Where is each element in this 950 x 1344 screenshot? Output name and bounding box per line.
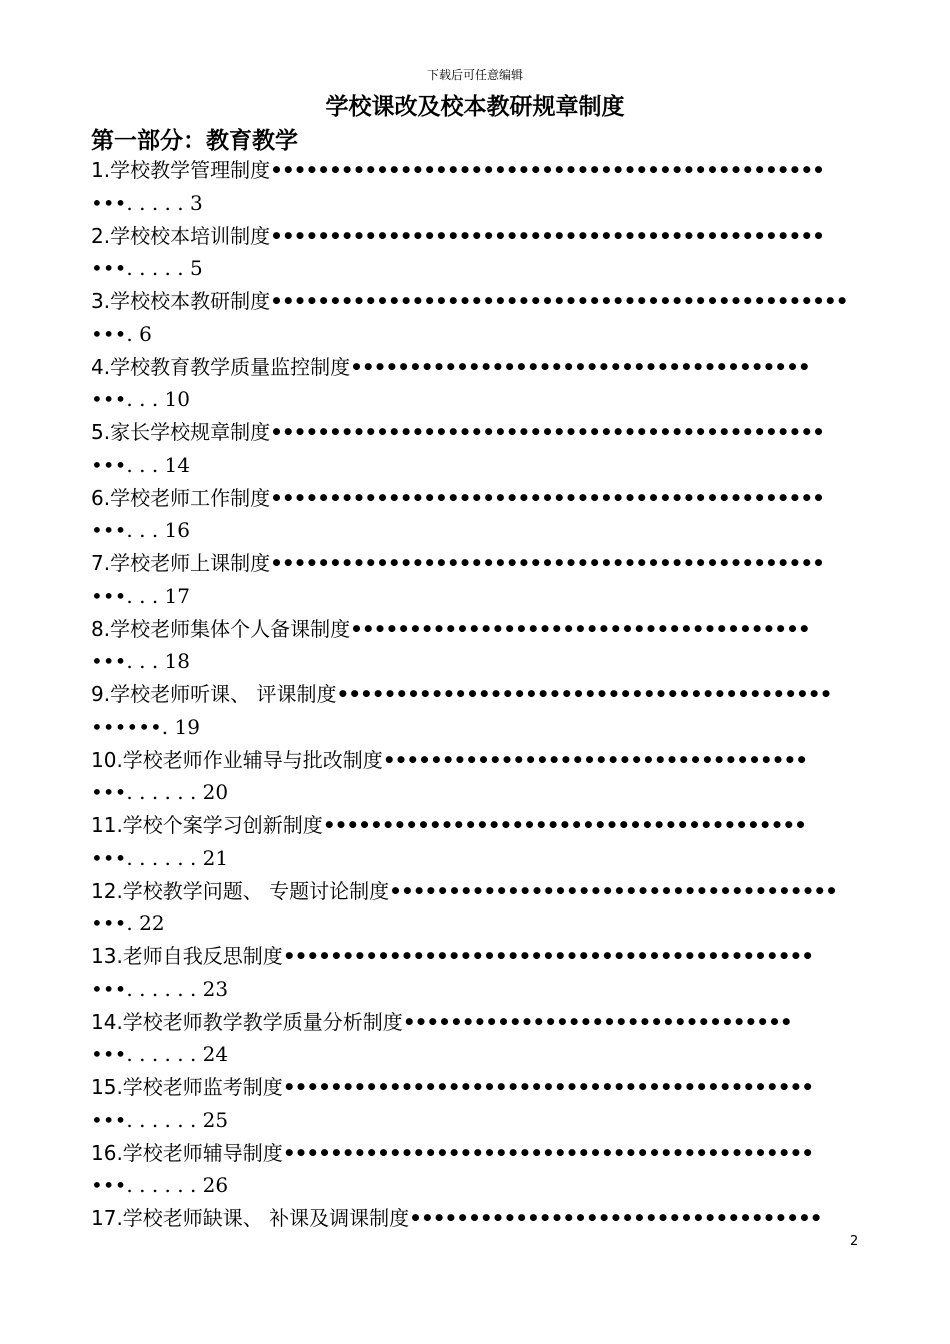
toc-item-title: 7.学校老师上课制度 <box>91 551 271 575</box>
toc-item[interactable] <box>91 220 861 286</box>
toc-item-page: •••. . . . . . 23 <box>91 976 229 1001</box>
toc-item[interactable] <box>91 1137 861 1203</box>
toc-item-page: ••••••. 19 <box>91 714 200 739</box>
toc-item-title: 13.老师自我反思制度 <box>91 944 283 968</box>
toc-item[interactable] <box>91 285 861 351</box>
document-title: 学校课改及校本教研规章制度 <box>325 94 625 120</box>
toc-leader-dots: ••••••••••••••••••••••••••••••••••••••••••••• <box>282 1075 814 1099</box>
toc-leader-dots: ••••••••••••••••••••••••••••••••••••••••••••••• <box>270 420 824 444</box>
toc-leader-dots: •••••••••••••••••••••••••••••••••••••••••• <box>336 682 832 706</box>
toc-item[interactable] <box>91 1006 861 1072</box>
toc-item[interactable] <box>91 1071 861 1137</box>
header-note: 下载后可任意编辑 <box>426 68 523 82</box>
toc-item-title: 5.家长学校规章制度 <box>91 420 271 444</box>
toc-leader-dots: •••••••••••••••••••••••••••••••••••• <box>382 747 808 772</box>
toc-item-title: 2.学校校本培训制度 <box>91 223 271 248</box>
toc-item-title: 8.学校老师集体个人备课制度 <box>91 616 351 641</box>
toc-item-page: •••. . . . . 3 <box>91 190 203 215</box>
toc-item-page: •••. . . 10 <box>91 387 190 412</box>
toc-item-title: 1.学校教学管理制度 <box>91 158 271 182</box>
toc-item[interactable] <box>91 875 861 941</box>
toc-leader-dots: ••••••••••••••••••••••••••••••••••••••••• <box>322 813 806 837</box>
toc-item-title: 4.学校教育教学质量监控制度 <box>91 354 351 379</box>
toc-item[interactable] <box>91 416 861 482</box>
toc-item-title: 15.学校老师监考制度 <box>91 1075 283 1099</box>
toc-item-title: 10.学校老师作业辅导与批改制度 <box>91 747 383 772</box>
toc-item-title: 9.学校老师听课、 评课制度 <box>91 682 337 706</box>
toc-item[interactable] <box>91 351 861 417</box>
page-number: 2 <box>850 1234 859 1249</box>
toc-item-title: 12.学校教学问题、 专题讨论制度 <box>91 878 390 903</box>
toc-item-title: 6.学校老师工作制度 <box>91 485 271 510</box>
table-of-contents <box>91 154 861 1268</box>
toc-item[interactable] <box>91 154 861 220</box>
toc-item-page: •••. . . 18 <box>91 649 190 674</box>
toc-item-title: 14.学校老师教学教学质量分析制度 <box>91 1009 403 1034</box>
toc-item[interactable] <box>91 613 861 679</box>
section-heading: 第一部分：教育教学 <box>91 128 298 154</box>
toc-item-title: 3.学校校本教研制度 <box>91 289 271 313</box>
toc-leader-dots: ••••••••••••••••••••••••••••••••• <box>402 1009 792 1034</box>
toc-item[interactable] <box>91 678 861 744</box>
toc-item[interactable] <box>91 940 861 1006</box>
toc-item-page: •••. . . 16 <box>91 518 190 543</box>
toc-leader-dots: ••••••••••••••••••••••••••••••••••••••••••••• <box>282 944 814 968</box>
toc-item-page: •••. . . . . . 26 <box>91 1173 229 1198</box>
toc-item-page: •••. . . . . . 21 <box>91 845 229 870</box>
toc-item-page: •••. . . 14 <box>91 452 190 477</box>
toc-item-title: 17.学校老师缺课、 补课及调课制度 <box>91 1206 410 1230</box>
toc-leader-dots: ••••••••••••••••••••••••••••••••••••••••••••• <box>282 1140 814 1165</box>
toc-leader-dots: ••••••••••••••••••••••••••••••••••••••• <box>350 616 810 641</box>
toc-leader-dots: •••••••••••••••••••••••••••••••••••••• <box>389 878 837 903</box>
toc-item-page: •••. . . . . . 25 <box>91 1107 229 1132</box>
toc-item-page: •••. . . . . . 20 <box>91 780 229 805</box>
toc-item-page: •••. 6 <box>91 321 152 346</box>
toc-leader-dots: ••••••••••••••••••••••••••••••••••• <box>409 1206 822 1230</box>
toc-leader-dots: ••••••••••••••••••••••••••••••••••••••••••••••••• <box>270 289 848 313</box>
toc-item[interactable] <box>91 744 861 810</box>
toc-leader-dots: ••••••••••••••••••••••••••••••••••••••••••••••• <box>270 551 824 575</box>
toc-leader-dots: ••••••••••••••••••••••••••••••••••••••••••••••• <box>270 223 824 248</box>
toc-item[interactable] <box>91 1202 861 1268</box>
toc-leader-dots: ••••••••••••••••••••••••••••••••••••••• <box>350 354 810 379</box>
toc-item-page: •••. . . . . . 24 <box>91 1042 229 1067</box>
toc-item[interactable] <box>91 482 861 548</box>
toc-leader-dots: ••••••••••••••••••••••••••••••••••••••••••••••• <box>270 158 824 182</box>
toc-item[interactable] <box>91 547 861 613</box>
toc-item-page: •••. . . 17 <box>91 583 190 608</box>
toc-item-page <box>91 1235 861 1268</box>
toc-item-page: •••. 22 <box>91 911 165 936</box>
toc-item-title: 16.学校老师辅导制度 <box>91 1140 283 1165</box>
toc-item-page: •••. . . . . 5 <box>91 256 203 281</box>
toc-leader-dots: ••••••••••••••••••••••••••••••••••••••••••••••• <box>270 485 824 510</box>
toc-item[interactable] <box>91 809 861 875</box>
toc-item-title: 11.学校个案学习创新制度 <box>91 813 323 837</box>
